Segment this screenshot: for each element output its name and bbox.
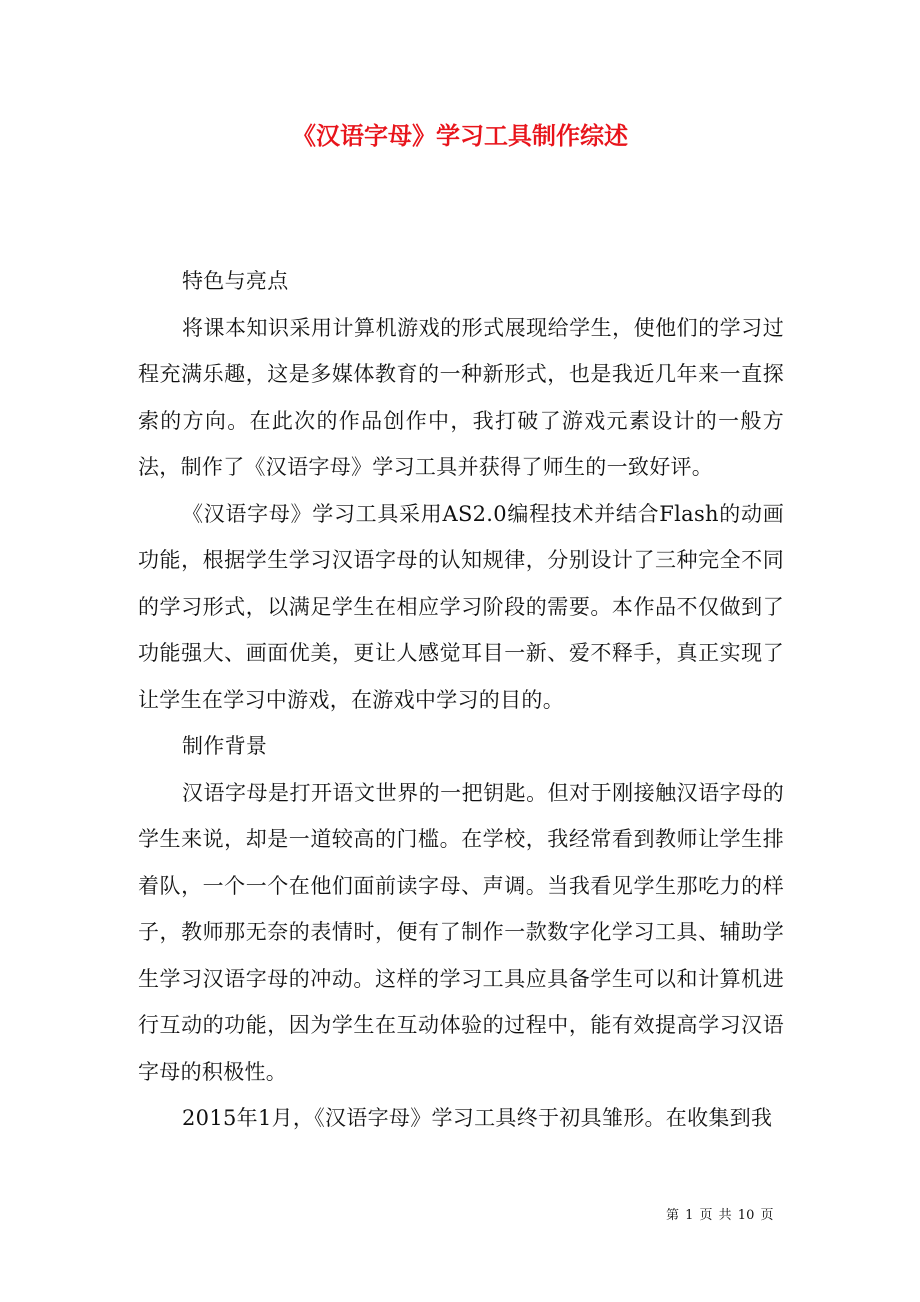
paragraph: 将课本知识采用计算机游戏的形式展现给学生，使他们的学习过程充满乐趣，这是多媒体教育的一种新形式，也是我近几年来一直探索的方向。在此次的作品创作中，我打破了游戏元素设计的一般方法，制作了《汉语字母》学习工具并获得了师生的一致好评。	[138, 315, 784, 479]
section-heading-background: 制作背景	[182, 734, 268, 758]
paragraph: 汉语字母是打开语文世界的一把钥匙。但对于刚接触汉语字母的学生来说，却是一道较高的门槛。在学校，我经常看到教师让学生排着队，一个一个在他们面前读字母、声调。当我看见学生那吃力的样子，教师那无奈的表情时，便有了制作一款数字化学习工具、辅助学生学习汉语字母的冲动。这样的学习工具应具备学生可以和计算机进行互动的功能，因为学生在互动体验的过程中，能有效提高学习汉语字母的积极性。	[138, 780, 784, 1084]
section-heading-features: 特色与亮点	[182, 269, 289, 293]
paragraph: 2015年1月，《汉语字母》学习工具终于初具雏形。在收集到我	[182, 1106, 773, 1130]
page-number: 第 1 页 共 10 页	[666, 1208, 774, 1223]
document-body	[138, 258, 784, 1142]
document-title: 《汉语字母》学习工具制作综述	[292, 121, 628, 150]
paragraph: 《汉语字母》学习工具采用AS2.0编程技术并结合Flash的动画功能，根据学生学习汉语字母的认知规律，分别设计了三种完全不同的学习形式，以满足学生在相应学习阶段的需要。本作品不仅做到了功能强大、画面优美，更让人感觉耳目一新、爱不释手，真正实现了让学生在学习中游戏，在游戏中学习的目的。	[138, 501, 784, 712]
